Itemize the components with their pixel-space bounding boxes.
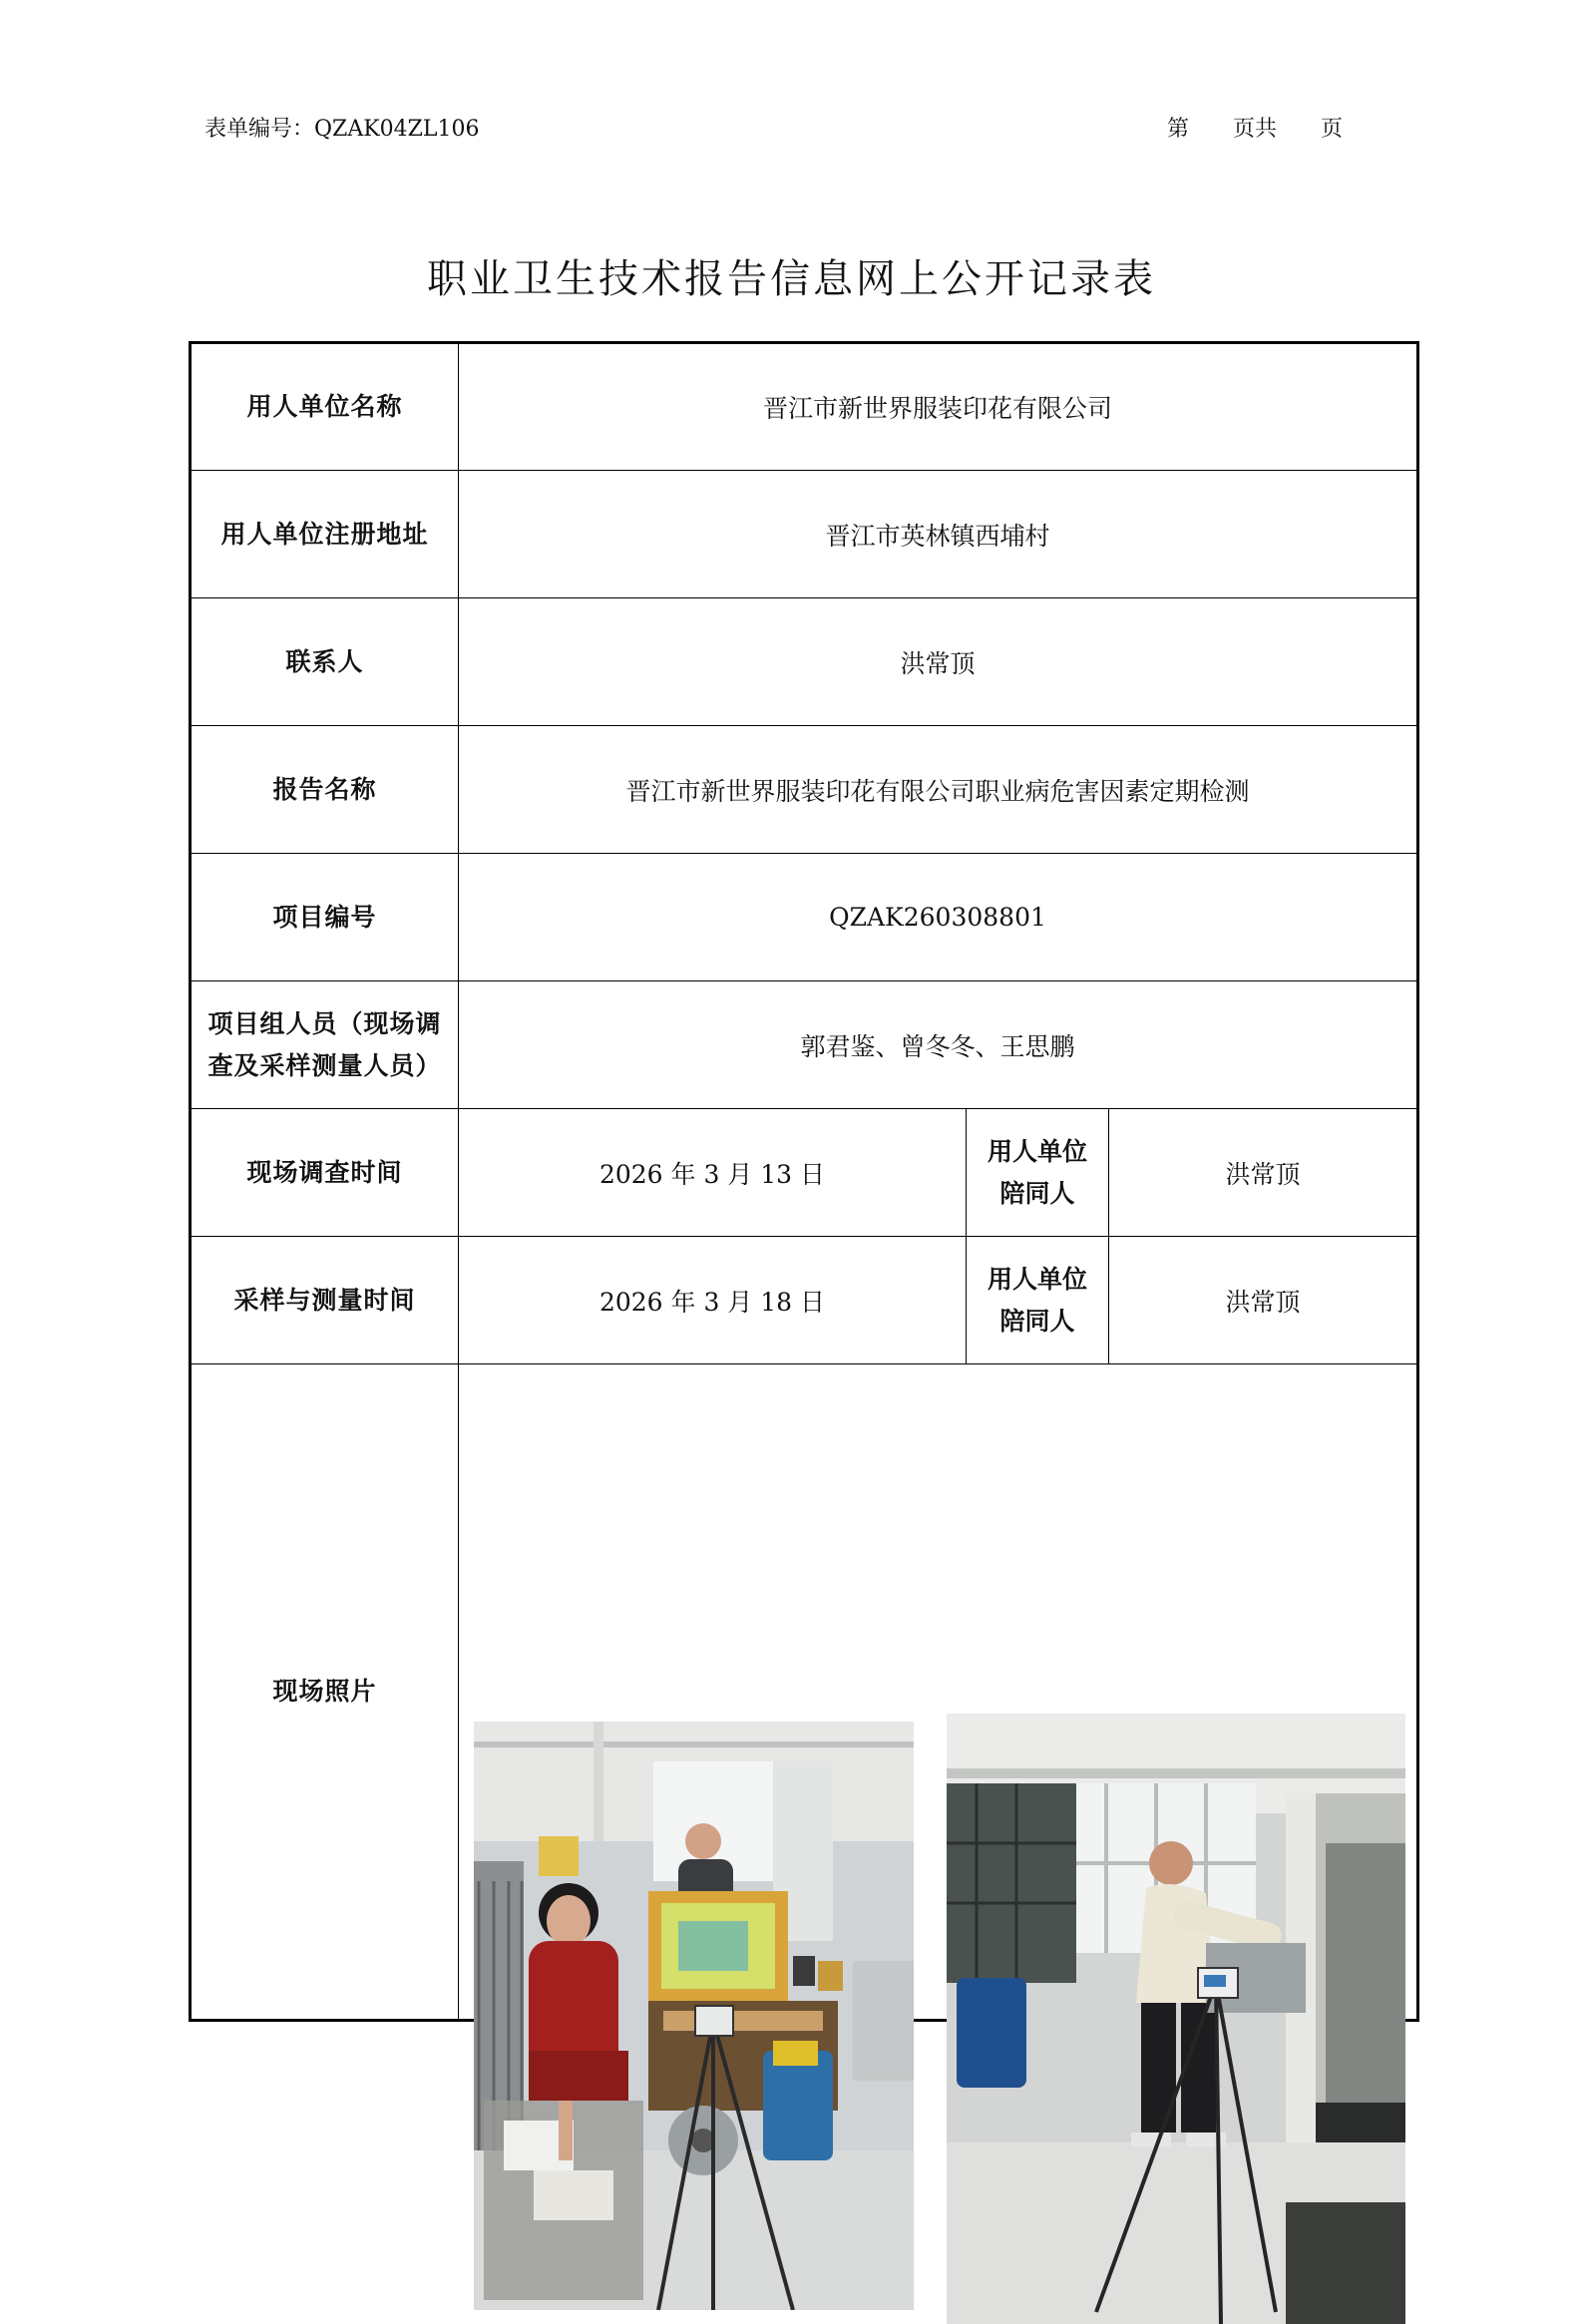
record-table <box>189 341 1419 2022</box>
site-photo-1-image <box>474 1722 914 2310</box>
survey-companion-label <box>967 1109 1109 1237</box>
row-contact <box>191 598 1418 726</box>
address-label: 用人单位注册地址 <box>191 471 459 598</box>
address-value: 晋江市英林镇西埔村 <box>459 471 1418 598</box>
sampling-companion-label <box>967 1237 1109 1364</box>
row-photos <box>191 1364 1418 2021</box>
row-unit-name <box>191 343 1418 471</box>
page-di: 第 <box>1167 117 1190 142</box>
survey-companion-line1: 用人单位 <box>987 1136 1087 1166</box>
project-no-value: QZAK260308801 <box>459 854 1418 981</box>
row-project-no <box>191 854 1418 981</box>
page-indicator <box>1167 112 1343 143</box>
photos-label: 现场照片 <box>191 1364 459 2021</box>
team-label-line1: 项目组人员（现场调 <box>207 1008 442 1038</box>
sampling-companion-line1: 用人单位 <box>987 1264 1087 1294</box>
site-photo-2-image <box>947 1714 1405 2324</box>
site-photo-1 <box>474 1722 914 2310</box>
row-team <box>191 981 1418 1109</box>
project-no-label: 项目编号 <box>191 854 459 981</box>
unit-name-label: 用人单位名称 <box>191 343 459 471</box>
survey-companion: 洪常顶 <box>1109 1109 1418 1237</box>
row-address <box>191 471 1418 598</box>
row-survey <box>191 1109 1418 1237</box>
row-report-name <box>191 726 1418 854</box>
survey-date: 2026 年 3 月 13 日 <box>459 1109 967 1237</box>
survey-label: 现场调查时间 <box>191 1109 459 1237</box>
contact-label: 联系人 <box>191 598 459 726</box>
form-number: 表单编号：QZAK04ZL106 <box>204 117 480 142</box>
page-ye: 页 <box>1321 117 1344 142</box>
page-title: 职业卫生技术报告信息网上公开记录表 <box>427 256 1156 302</box>
sampling-label: 采样与测量时间 <box>191 1237 459 1364</box>
survey-companion-line2: 陪同人 <box>999 1178 1075 1208</box>
team-label-line2: 查及采样测量人员） <box>207 1050 442 1080</box>
row-sampling <box>191 1237 1418 1364</box>
sampling-companion-line2: 陪同人 <box>999 1306 1075 1336</box>
site-photo-2 <box>947 1714 1405 2324</box>
photos-cell <box>459 1364 1418 2021</box>
team-label <box>191 981 459 1109</box>
sampling-companion: 洪常顶 <box>1109 1237 1418 1364</box>
report-name-label: 报告名称 <box>191 726 459 854</box>
unit-name-value: 晋江市新世界服装印花有限公司 <box>459 343 1418 471</box>
team-value: 郭君鉴、曾冬冬、王思鹏 <box>459 981 1418 1109</box>
contact-value: 洪常顶 <box>459 598 1418 726</box>
sampling-date: 2026 年 3 月 18 日 <box>459 1237 967 1364</box>
page-gong: 页共 <box>1233 117 1278 142</box>
report-name-value: 晋江市新世界服装印花有限公司职业病危害因素定期检测 <box>459 726 1418 854</box>
